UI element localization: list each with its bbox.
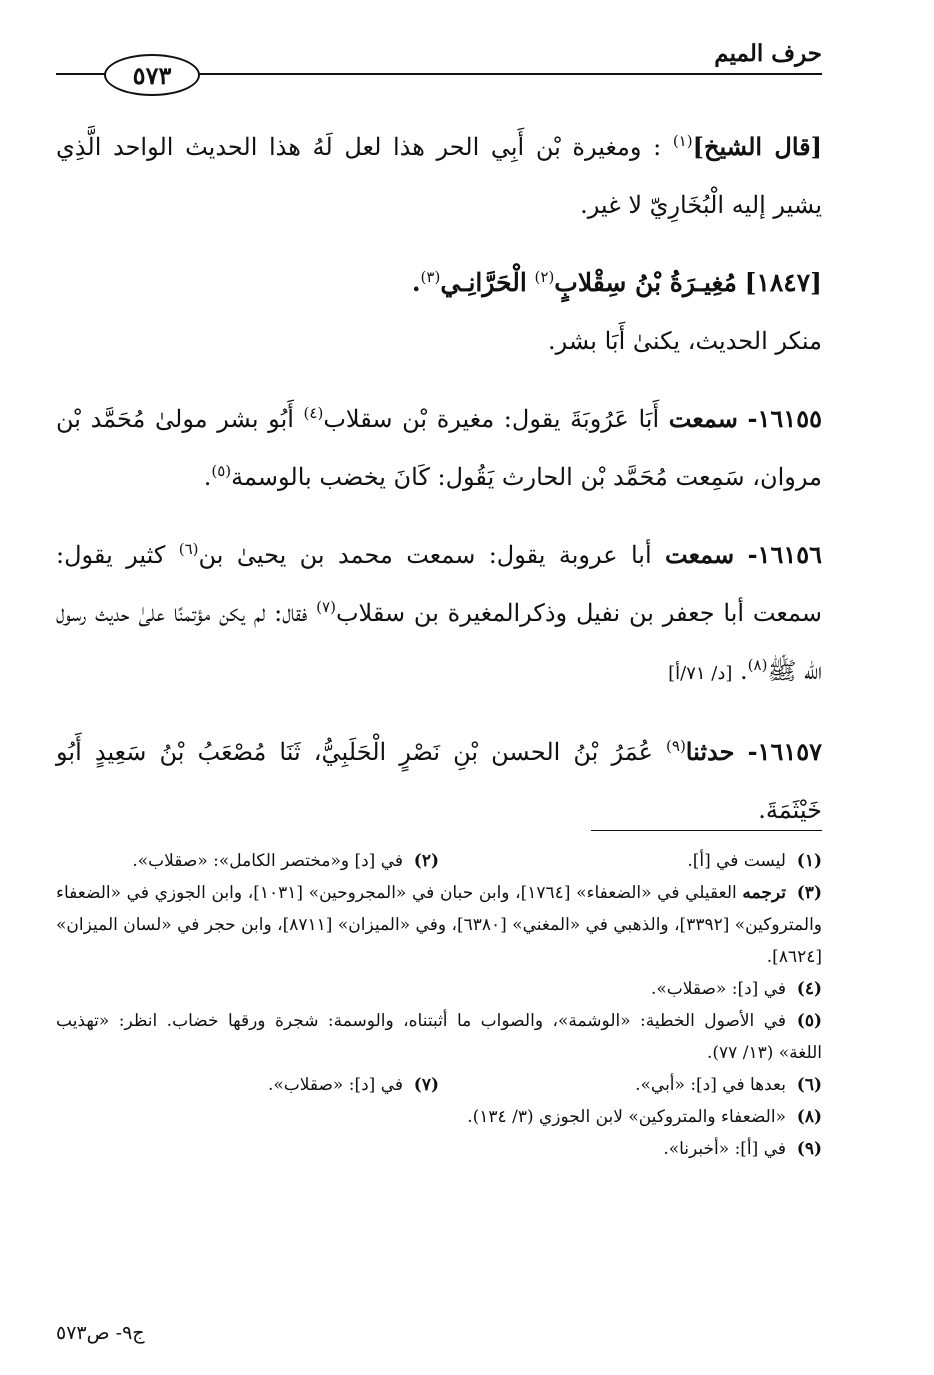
narration-16157 [56,723,822,839]
footnote-1 [439,845,822,877]
narration-text: عُمَرُ بْنُ الحسن بْنِ نَصْرٍ الْحَلَبِيُّ، ثَنَا مُصْعَبُ بْنُ سَعِيدٍ أَبُو خَيْثَمَةَ. [56,738,822,824]
footnote-number: (٦) [796,1075,822,1095]
footnote-ref: (٤) [303,404,324,422]
narration-end: . [203,463,212,491]
footnote-number: (٣) [796,883,822,903]
volume-page-folio: ج٩- ص٥٧٣ [56,1322,145,1344]
narration-text: كثير يقول: سمعت أبا جعفر بن نفيل وذكرالمغيرة بن سقلاب [56,541,822,627]
footnote-row [56,845,822,877]
footnote-number: (٧) [413,1075,439,1095]
footnote-text: في [د] و«مختصر الكامل»: «صقلاب». [132,851,403,871]
footnote-number: (٢) [413,851,439,871]
narration-lead: حدثنا [685,737,735,766]
manuscript-ref: [د/ ٧١/أ] [668,663,733,684]
footnotes [56,845,822,1165]
footnote-text: بعدها في [د]: «أبي». [635,1075,786,1095]
footnote-ref: (٧) [316,598,336,616]
bracket-open: [ [810,132,822,161]
narration-text: فقال: لم يكن مؤتمنًا علىٰ حديث رسول الله ﷺ [56,599,822,685]
page-header [0,0,934,100]
main-text [56,118,822,839]
narration-lead: سمعت [665,540,735,569]
footnote-3 [56,877,822,973]
footnote-9 [56,1133,822,1165]
page-number: ٥٧٣ [132,60,172,90]
entry-name: مُغِيـرَةُ بْنُ سِقْلابٍ [554,268,737,297]
entry-nisba: الْحَرَّانِـي [440,268,527,297]
paragraph-text: : ومغيرة بْن أَبِي الحر هذا لعل لَهُ هذا الحديث الواحد الَّذِي يشير إليه الْبُخَارِيّ لا غير. [56,133,822,219]
narration-text: أَبَا عَرُوبَةَ يقول: مغيرة بْن سقلاب [323,405,660,433]
footnote-number: (٩) [796,1139,822,1159]
paragraph-verdict [56,312,822,370]
footnote-4 [56,973,822,1005]
footnote-number: (٤) [796,979,822,999]
paragraph-sheikh-comment [56,118,822,234]
narration-number: ١٦١٥٥- [747,404,822,433]
entry-end: . [411,268,421,297]
footnote-number: (٨) [796,1107,822,1127]
footnote-text: ليست في [أ]. [687,851,786,871]
footnote-ref: (٣) [420,268,441,286]
narration-16156 [56,526,822,703]
narration-number: ١٦١٥٧- [747,737,822,766]
footnote-text: «الضعفاء والمتروكين» لابن الجوزي (٣/ ١٣٤). [467,1107,786,1127]
narration-end: . [740,657,748,685]
footnote-number: (٥) [796,1011,822,1031]
narration-number: ١٦١٥٦- [747,540,822,569]
footnote-7 [56,1069,439,1101]
narration-lead: سمعت [668,404,738,433]
footnote-2 [56,845,439,877]
footnote-ref: (٨) [747,656,768,674]
footnote-5 [56,1005,822,1069]
page-number-badge [104,54,200,96]
footnote-text: في [د]: «صقلاب». [267,1075,403,1095]
footnote-ref: (٥) [211,462,232,480]
narration-16155 [56,390,822,506]
footnote-row [56,1069,822,1101]
running-title: حرف الميم [714,40,822,67]
footnote-6 [439,1069,822,1101]
footnote-text: في [أ]: «أخبرنا». [663,1139,786,1159]
paragraph-lead: قال الشيخ [703,132,811,161]
footnote-ref: (٩) [666,737,686,755]
paragraph-text: منكر الحديث، يكنىٰ أَبَا بشر. [548,327,822,355]
footnote-lead: ترجمه [742,883,786,903]
footnote-text: في [د]: «صقلاب». [650,979,786,999]
footnote-ref: (٦) [178,540,199,558]
footnote-text: في الأصول الخطية: «الوشمة»، والصواب ما أثبتناه، والوسمة: شجرة ورقها خضاب. انظر: «تهذيب اللغة» (١٣/ ٧٧). [56,1011,822,1063]
footnote-8 [56,1101,822,1133]
footnote-text: العقيلي في «الضعفاء» [١٧٦٤]، وابن حبان في «المجروحين» [١٠٣١]، وابن الجوزي في «الضعفاء والمتروكين» [٣٣٩٢]، والذهبي في «المغني» [٦٣٨٠]، وفي «الميزان» [٨٧١١]، وابن حجر في «لسان الميزان» [٨٦٢٤]. [56,883,822,967]
footnote-ref: (١) [672,132,693,150]
footnote-ref: (٢) [534,268,555,286]
entry-heading [56,254,822,312]
footnote-number: (١) [796,851,822,871]
bracket-close: ] [692,132,704,161]
footnote-separator [591,830,822,831]
narration-text: أبا عروبة يقول: سمعت محمد بن يحيىٰ بن [198,541,652,569]
narration-text: أَبُو بشر مولىٰ مُحَمَّد بْن مروان، سَمِعت مُحَمَّد بْن الحارث يَقُول: كَانَ يخضب بالوسمة [56,405,822,491]
entry-number: [١٨٤٧] [744,268,822,297]
